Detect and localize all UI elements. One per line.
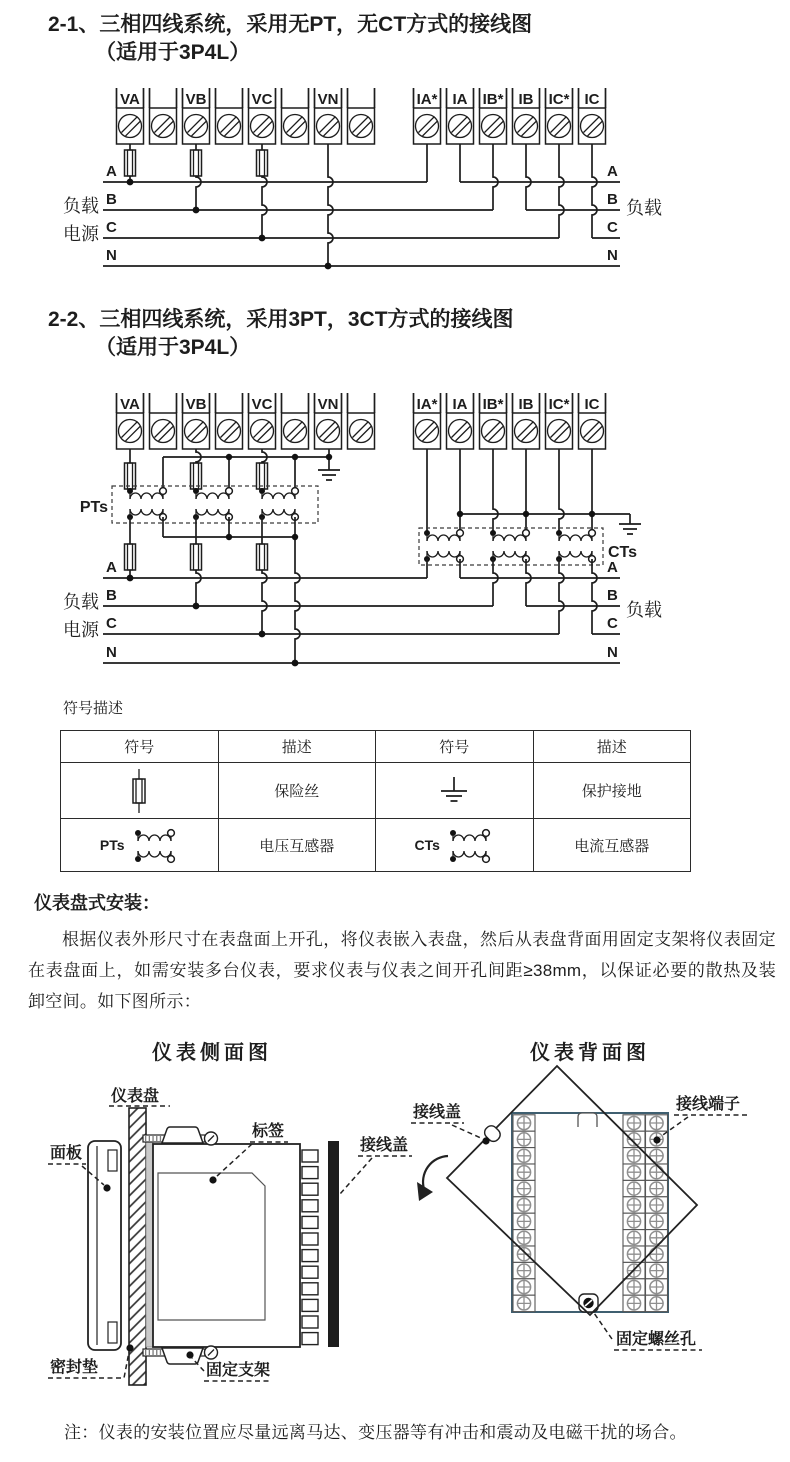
phase-c-left: C — [106, 615, 117, 632]
ground-symbol-cell — [376, 763, 534, 819]
col-header-symbol-2: 符号 — [376, 731, 534, 763]
tag-label: 标签 — [252, 1123, 285, 1140]
phase-a-left: A — [106, 559, 117, 576]
terminal-label-ib-star: IB* — [482, 91, 504, 108]
terminal-label-vb: VB — [185, 91, 207, 108]
terminal-label-va: VA — [120, 91, 140, 108]
back-view-title: 仪表背面图 — [530, 1042, 650, 1064]
fuse-symbol-cell — [61, 763, 219, 819]
ground-desc: 保护接地 — [533, 763, 691, 819]
side-view-title: 仪表侧面图 — [152, 1042, 272, 1064]
pt-symbol-cell — [61, 819, 219, 872]
terminal-label-vc: VC — [251, 91, 273, 108]
current-terminal-row — [414, 88, 606, 144]
screw-hole-label: 固定螺丝孔 — [616, 1331, 697, 1348]
phase-a-left: A — [106, 163, 117, 180]
phase-n-right: N — [607, 247, 618, 264]
phase-b-left: B — [106, 191, 117, 208]
phase-b-right: B — [607, 191, 618, 208]
terminal-column-right-outer — [646, 1115, 668, 1312]
terminal-label-vb: VB — [185, 396, 207, 413]
source-label-power: 电源 — [63, 224, 99, 244]
terminal-label-ib: IB — [518, 91, 534, 108]
fuse-icon — [119, 766, 159, 816]
rotation-arrow — [423, 1156, 448, 1189]
symbol-table-caption: 符号描述 — [63, 700, 124, 717]
phase-a-right: A — [607, 163, 618, 180]
pt-desc: 电压互感器 — [218, 819, 376, 872]
section2-title: 2-2、三相四线系统，采用3PT，3CT方式的接线图 — [48, 308, 514, 331]
phase-n-left: N — [106, 247, 117, 264]
col-header-desc-2: 描述 — [533, 731, 691, 763]
fuse-desc: 保险丝 — [218, 763, 376, 819]
source-label-load: 负载 — [63, 196, 99, 216]
section2-subtitle: （适用于3P4L） — [95, 336, 251, 359]
phase-n-left: N — [106, 644, 117, 661]
terminal-label-ia-star: IA* — [416, 91, 438, 108]
section1-subtitle: （适用于3P4L） — [95, 41, 251, 64]
phase-b-right: B — [607, 587, 618, 604]
col-header-desc-1: 描述 — [218, 731, 376, 763]
terminal-column-right-inner — [623, 1115, 645, 1312]
terminal-cover-bar — [328, 1141, 339, 1347]
terminal-label-ic-star: IC* — [548, 91, 570, 108]
phase-b-left: B — [106, 587, 117, 604]
ct-transformer-icon — [446, 824, 494, 866]
terminal-label-ic: IC — [584, 91, 600, 108]
cover-label-back: 接线盖 — [413, 1104, 462, 1121]
load-label-right: 负载 — [626, 198, 662, 218]
cts-label: CTs — [608, 544, 638, 561]
terminal-label-vc: VC — [251, 396, 273, 413]
faceplate-label: 面板 — [50, 1145, 83, 1162]
terminal-label-vn: VN — [317, 91, 339, 108]
load-label-right: 负载 — [626, 600, 662, 620]
ct-symbol-label: CTs — [414, 837, 440, 853]
source-label-power: 电源 — [63, 620, 99, 640]
top-notch — [578, 1113, 597, 1127]
front-bezel — [88, 1141, 121, 1350]
terminal-label-ia-star: IA* — [416, 396, 438, 413]
phase-c-left: C — [106, 219, 117, 236]
phase-n-right: N — [607, 644, 618, 661]
install-note: 注：仪表的安装位置应尽量远离马达、变压器等有冲击和震动及电磁干扰的场合。 — [64, 1423, 687, 1442]
panel-wall — [129, 1108, 146, 1385]
section1-title: 2-1、三相四线系统，采用无PT，无CT方式的接线图 — [48, 13, 533, 36]
ct-desc: 电流互感器 — [533, 819, 691, 872]
bracket-label: 固定支架 — [206, 1362, 271, 1379]
install-paragraph: 根据仪表外形尺寸在表盘面上开孔，将仪表嵌入表盘，然后从表盘背面用固定支架将仪表固定在表盘面上，如需安装多台仪表，要求仪表与仪表之间开孔间距≥38mm，以保证必要的散热及装卸空间。如下图所示： — [28, 930, 776, 1011]
meter-side-view-figure — [40, 1075, 440, 1395]
terminal-comb — [302, 1150, 318, 1345]
panel-label: 仪表盘 — [111, 1088, 160, 1105]
phase-a-right: A — [607, 559, 618, 576]
terminal-label-ic: IC — [584, 396, 600, 413]
terminal-label-ib-star: IB* — [482, 396, 504, 413]
wiring-diagram-no-pt-ct — [60, 80, 730, 280]
top-bracket — [162, 1127, 203, 1143]
phase-c-right: C — [607, 219, 618, 236]
label-area — [158, 1173, 265, 1320]
symbol-table — [60, 730, 691, 872]
terminal-label-vn: VN — [317, 396, 339, 413]
terminals-label: 接线端子 — [676, 1096, 741, 1113]
terminal-label-ib: IB — [518, 396, 534, 413]
cover-label-side: 接线盖 — [360, 1137, 409, 1154]
terminal-label-ic-star: IC* — [548, 396, 570, 413]
gasket-label: 密封垫 — [50, 1359, 99, 1376]
ground-icon — [434, 773, 474, 809]
terminal-label-va: VA — [120, 396, 140, 413]
terminal-label-ia: IA — [452, 91, 468, 108]
install-heading: 仪表盘式安装： — [34, 893, 160, 913]
bottom-bracket — [162, 1348, 203, 1364]
wiring-diagram-3pt-3ct — [60, 385, 730, 685]
pts-label: PTs — [79, 499, 108, 516]
phase-c-right: C — [607, 615, 618, 632]
pt-symbol-label: PTs — [99, 837, 125, 853]
ct-symbol-cell — [376, 819, 534, 872]
source-label-load: 负载 — [63, 592, 99, 612]
current-terminal-row — [414, 393, 606, 449]
pt-transformer-icon — [131, 824, 179, 866]
terminal-column-left — [513, 1115, 535, 1312]
terminal-label-ia: IA — [452, 396, 468, 413]
meter-back-view-figure — [408, 1055, 790, 1405]
gasket — [146, 1141, 153, 1347]
col-header-symbol-1: 符号 — [61, 731, 219, 763]
